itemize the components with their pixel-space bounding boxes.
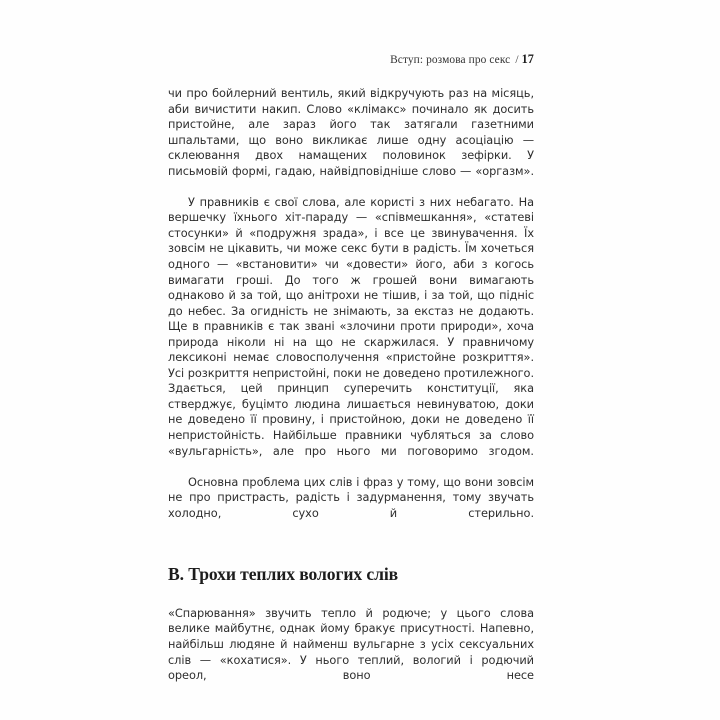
paragraph-mating: «Спарювання» звучить тепло й родюче; у цього слова велике майбутнє, однак йому бракує присутності. Напевно, найбільш людяне й найменш вульгарне з усіх сексуальних слів — «кохатися». У нього теплий, вологий і родючий ореол, воно несе: [168, 605, 534, 683]
page-number: 17: [521, 52, 534, 66]
running-head-title: Вступ: розмова про секс: [390, 54, 511, 66]
running-head: [168, 52, 534, 67]
spacer-after-heading: [168, 585, 534, 606]
text-column: [168, 86, 534, 699]
section-heading: В. Трохи теплих вологих слів: [168, 563, 399, 584]
spacer-before-heading: [168, 537, 534, 563]
paragraph-problem: Основна проблема цих слів і фраз у тому, що вони зовсім не про пристрасть, радість і задурманення, тому звучать холодно, сухо й стерильно.: [168, 474, 534, 520]
paragraph-lawyers: У правників є свої слова, але користі з них небагато. На вершечку їхнього хіт-параду — «співмешкання», «статеві стосунки» й «подружня зрада», і все це звинувачення. Їх зовсім не цікавить, чи може секс бути в радість. Їм хочеться одного — «встановити» чи «довести» його, аби з когось вимагати гроші. До того ж грошей вони вимагають однаково й за той, що анітрохи не тішив, і за той, що підніс до небес. За огидність не знімають, за екстаз не додають. Ще в правників є так звані «злочини проти природи», хоча природа ніколи ні на що не скаржилася. У правничому лексиконі немає словосполучення «пристойне розкриття». Усі розкриття непристойні, поки не доведено протилежного. Здається, цей принцип суперечить конституції, яка стверджує, буцімто людина лишається невинуватою, доки не доведено її провину, і пристойною, доки не доведено її непристойність. Найбільше правники чубляться за слово «вульгарність», але про нього ми поговоримо згодом.: [168, 194, 534, 458]
paragraph-continued: чи про бойлерний вентиль, який відкручують раз на місяць, аби вичистити накип. Слово «клімакс» починало як досить пристойне, але зараз його так затягали газетними шпальтами, що воно викликає лише одну асоціацію — склеювання двох намащених половинок зефірки. У письмовій формі, гадаю, найвідповідніше слово — «оргазм».: [168, 86, 534, 178]
running-head-separator: /: [515, 54, 519, 66]
